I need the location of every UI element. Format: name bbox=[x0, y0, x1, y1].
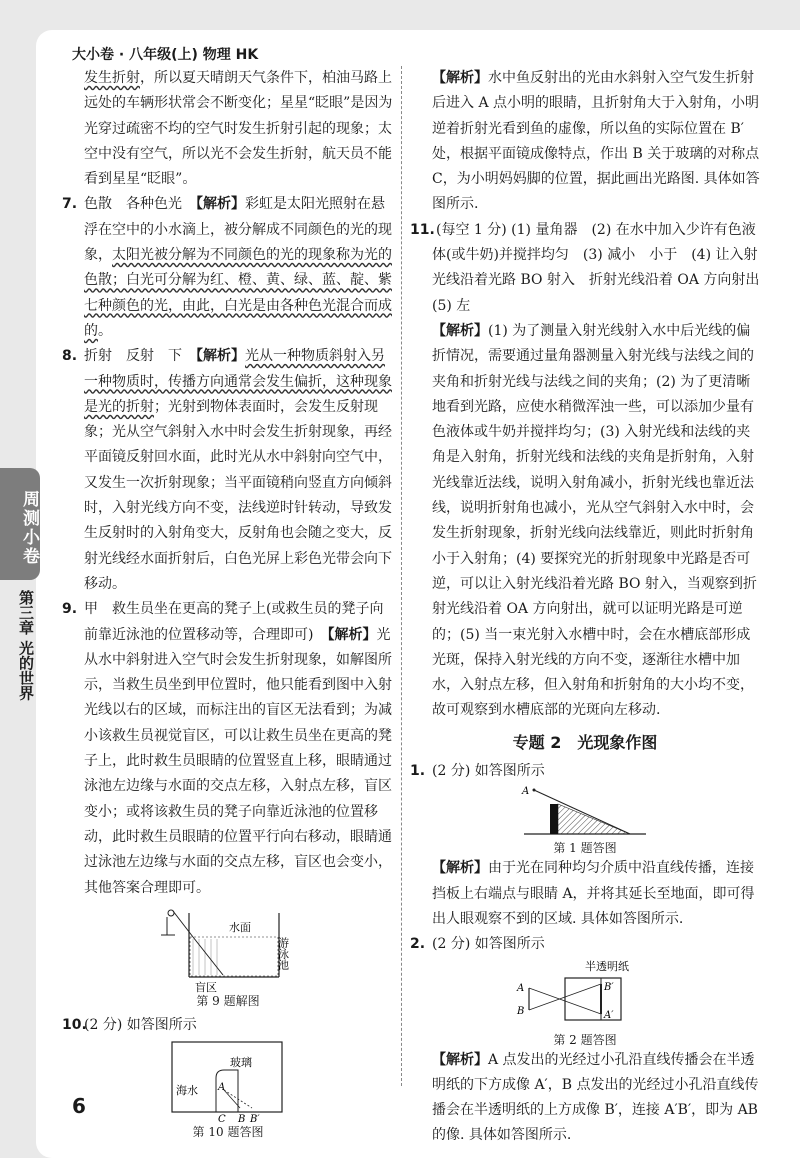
q10: 10.(2 分) 如答图所示 bbox=[62, 1013, 394, 1038]
q8: 8. 折射 反射 下 【解析】光从一种物质斜射入另一种物质时，传播方向通常会发生偏折，这种现象是光的折射；光射到物体表面时，会发生反射现象；光从空气斜射入水中时会发生折射现象，再经平面镜反射回水面，此时光从水中斜射向空气中，又发生一次折射现象；当平面镜稍向竖直方向倾斜时，入射光线方向不变，法线逆时针转动，导致发生反射时的入射角变大，反射角也会随之变大，反射光线经水面折射后，白色光屏上彩色光带会向下移动。 bbox=[62, 344, 394, 597]
pinhole-diagram bbox=[515, 958, 655, 1032]
point-c-label: C bbox=[218, 1114, 226, 1125]
page-number: 6 bbox=[72, 1094, 86, 1118]
aquarium-diagram bbox=[168, 1038, 288, 1124]
figure-s2-caption: 第 2 题答图 bbox=[553, 1032, 617, 1047]
q6-continuation: 发生折射，所以夏天晴朗天气条件下，柏油马路上远处的车辆形状常会不断变化；星星“眨眼”是因为光穿过疏密不均的空气时发生折射引起的现象；太空中没有空气，所以光不会发生折射，航天员不能看到星星“眨眼”。 bbox=[84, 70, 393, 188]
figure-9 bbox=[62, 907, 394, 1009]
side-tab: 周测小卷 bbox=[0, 468, 40, 580]
point-b-prime-label: B′ bbox=[250, 1114, 260, 1125]
s1: 1. (2 分) 如答图所示 bbox=[410, 759, 760, 784]
point-b-label: B bbox=[517, 1005, 525, 1017]
figure-10-caption: 第 10 题答图 bbox=[192, 1125, 264, 1140]
s1-explanation: 【解析】由于光在同种均匀介质中沿直线传播，连接挡板上右端点与眼睛 A，并将其延长至地面，即可得出人眼观察不到的区域. 具体如答图所示. bbox=[432, 860, 755, 927]
running-header: 大小卷 · 八年级(上) 物理 HK bbox=[72, 47, 259, 63]
point-b-label: B bbox=[238, 1114, 246, 1125]
pool-label: 游泳池 bbox=[276, 936, 290, 970]
q10-number: 10. bbox=[62, 1016, 87, 1033]
left-column bbox=[62, 66, 394, 1140]
q11-number: 11. bbox=[410, 221, 435, 238]
column-divider bbox=[401, 66, 402, 1086]
water-surface-label: 水面 bbox=[229, 920, 251, 934]
pool-diagram bbox=[153, 907, 303, 993]
point-b-prime-label: B′ bbox=[604, 981, 614, 993]
glass-label: 玻璃 bbox=[230, 1056, 252, 1070]
figure-9-caption: 第 9 题解图 bbox=[196, 993, 260, 1008]
s1-number: 1. bbox=[410, 763, 426, 780]
s2-number: 2. bbox=[410, 936, 426, 953]
figure-s1 bbox=[410, 784, 760, 856]
chapter-label: 第三章 光的世界 bbox=[17, 590, 35, 701]
figure-s2 bbox=[410, 958, 760, 1048]
shadow-diagram bbox=[520, 784, 650, 840]
point-a-prime-label: A′ bbox=[604, 1009, 614, 1021]
q10-explanation: 【解析】水中鱼反射出的光由水斜射入空气发生折射后进入 A 点小明的眼睛，且折射角大于入射角，小明逆着折射光看到鱼的虚像，所以鱼的实际位置在 B′处，根据平面镜成像特点，作出 B 关于玻璃的对称点 C，为小明妈妈脚的位置，据此画出光路图. 具体如答图所示. bbox=[432, 70, 760, 213]
s2: 2. (2 分) 如答图所示 bbox=[410, 932, 760, 957]
q7-number: 7. bbox=[62, 196, 78, 213]
point-a-label: A bbox=[517, 982, 525, 994]
q8-number: 8. bbox=[62, 348, 78, 365]
s2-explanation: 【解析】A 点发出的光经过小孔沿直线传播会在半透明纸的下方成像 A′，B 点发出的光经过小孔沿直线传播会在半透明纸的上方成像 B′，连接 A′B′，即为 AB 的像. 具体如答图所示. bbox=[432, 1051, 759, 1144]
translucent-paper-label: 半透明纸 bbox=[585, 959, 629, 973]
section-title: 专题 2 光现象作图 bbox=[512, 732, 658, 752]
point-a-label: A bbox=[218, 1082, 226, 1094]
q9: 9. 甲 救生员坐在更高的凳子上(或救生员的凳子向前靠近泳池的位置移动等，合理即可) 【解析】光从水中斜射进入空气时会发生折射现象，如解图所示，当救生员坐到甲位置时，他只能看到图中入射光线以右的区域，而标注出的盲区无法看到；为减小该救生员视觉盲区，可以让救生员坐在更高的凳子上，此时救生员眼睛的位置竖直上移，眼睛通过泳池左边缘与水面的交点左移，入射点左移，盲区变小；或将该救生员的凳子向靠近泳池的位置移动，此时救生员眼睛的位置平行向右移动，眼睛通过泳池左边缘与水面的交点左移，盲区也会变小，其他答案合理即可。 bbox=[62, 597, 394, 901]
q7: 7. 色散 各种色光 【解析】彩虹是太阳光照射在悬浮在空中的小水滴上，被分解成不同颜色的光的现象，太阳光被分解为不同颜色的光的现象称为光的色散；白光可分解为红、橙、黄、绿、蓝、靛、紫七种颜色的光，由此，白光是由各种色光混合而成的。 bbox=[62, 192, 394, 344]
q9-number: 9. bbox=[62, 601, 78, 618]
q11: 11.(每空 1 分) (1) 量角器 (2) 在水中加入少许有色液体(或牛奶)并搅拌均匀 (3) 减小 小于 (4) 让入射光线沿着光路 BO 射入 折射光线沿着 OA 方向射出 (5) 左 bbox=[410, 218, 760, 319]
figure-10 bbox=[62, 1038, 394, 1140]
seawater-label: 海水 bbox=[176, 1084, 198, 1098]
figure-s1-caption: 第 1 题答图 bbox=[553, 841, 617, 856]
blind-zone-label: 盲区 bbox=[195, 980, 217, 993]
right-column bbox=[410, 66, 774, 1149]
eye-point-label: A bbox=[522, 786, 530, 798]
q11-explanation: 【解析】(1) 为了测量入射光线射入水中后光线的偏折情况，需要通过量角器测量入射光线与法线之间的夹角和折射光线与法线之间的夹角；(2) 为了更清晰地看到光路，应使水稍微浑浊一些，可以添加少量有色液体或牛奶并搅拌均匀；(3) 入射光线和法线的夹角是入射角，折射光线和法线的夹角是折射角，入射光线靠近法线，说明入射角减小，折射光线也靠近法线，说明折射角也减小，光从空气斜射入水中时，会发生折射现象，折射光线向法线靠近，则此时折射角小于入射角；(4) 要探究光的折射现象中光路是否可逆，可以让入射光线沿着光路 BO 射入，当观察到折射光线沿着 OA 方向射出，就可以证明光路是可逆的；(5) 当一束光射入水槽中时，会在水槽底部形成光斑，保持入射光线的方向不变，逐渐往水槽中加水，入射点左移，但入射角和折射角的大小均不变，故可观察到水槽底部的光斑向左移动. bbox=[432, 322, 757, 719]
